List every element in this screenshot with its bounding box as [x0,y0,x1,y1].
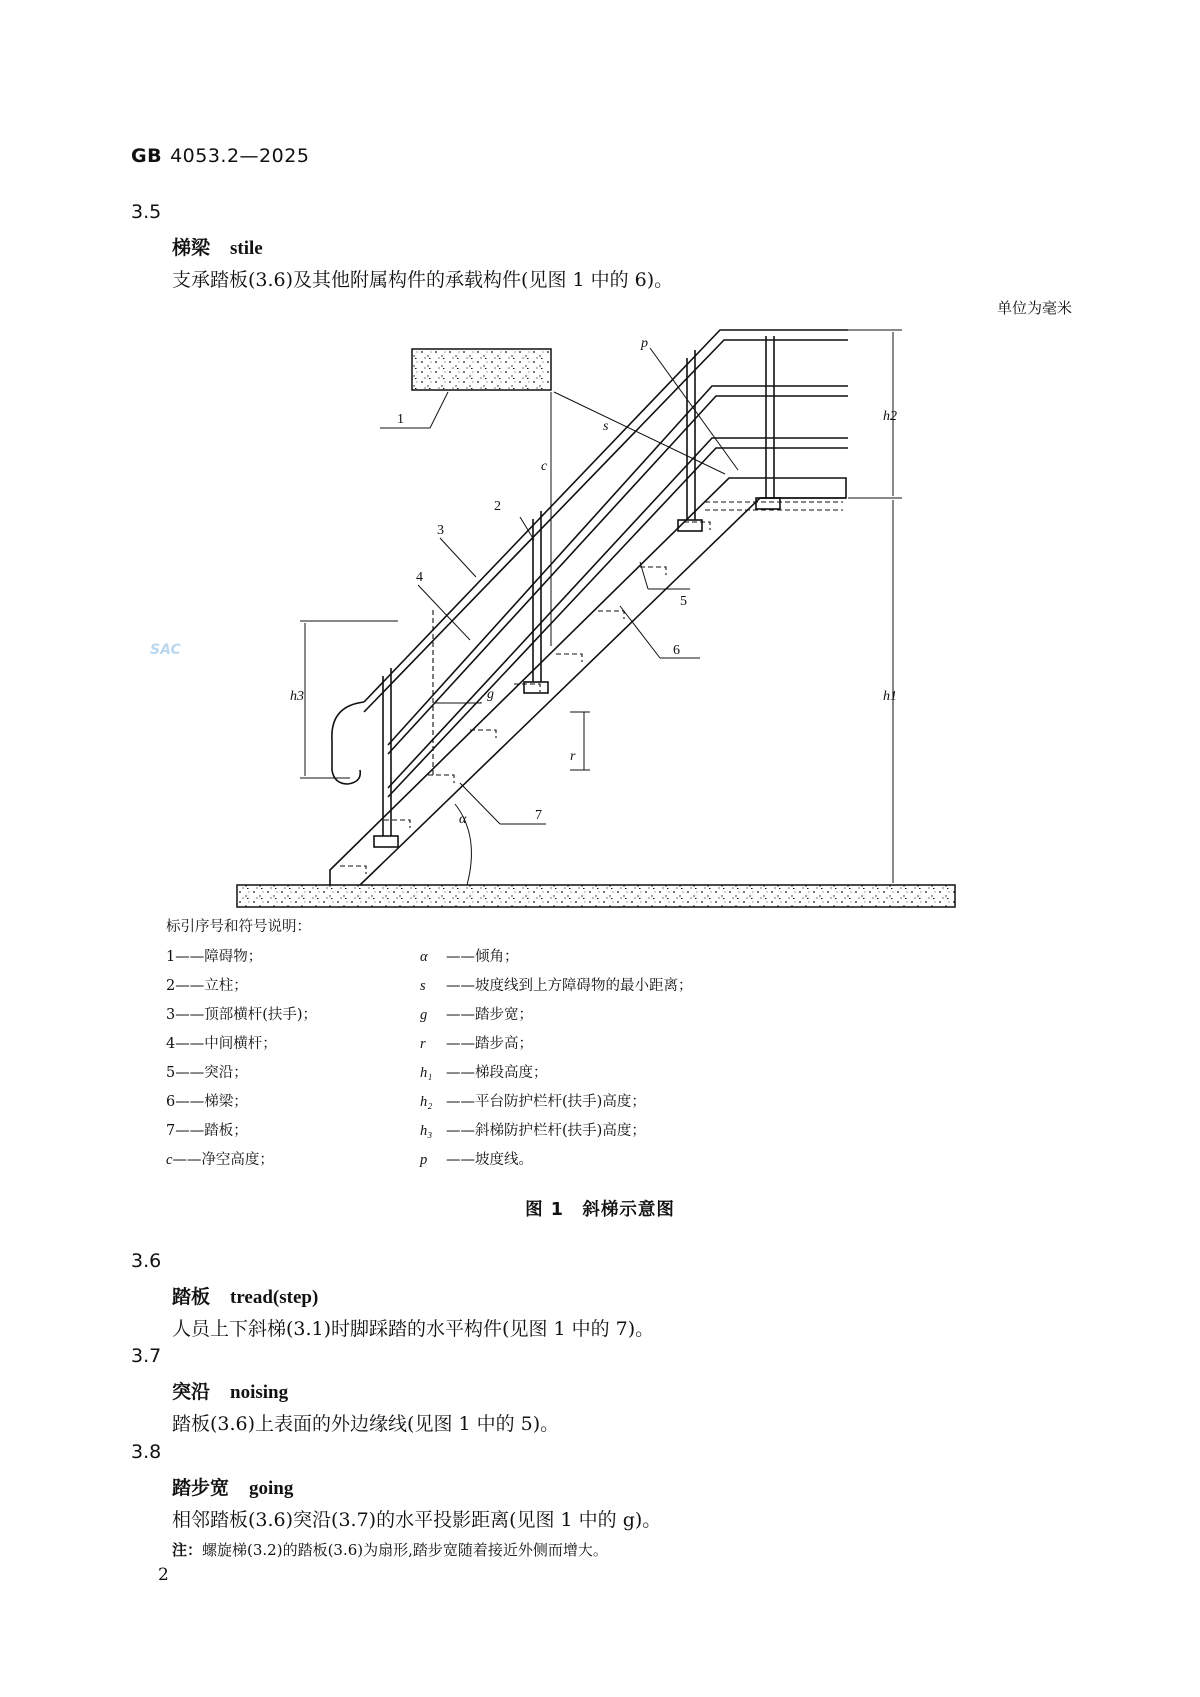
legend-text: ——踏板； [175,1123,248,1139]
legend-key: 4 [166,1036,176,1052]
legend-item [166,1119,248,1140]
legend-item [420,1032,533,1053]
legend-key: p [420,1152,428,1168]
legend-key: g [420,1007,428,1023]
legend-text: ——踏步宽； [446,1007,533,1023]
legend-text: ——障碍物； [175,949,263,965]
legend-text: ——净空高度； [172,1152,274,1168]
legend-key: 7 [166,1123,176,1139]
callout-1: 1 [397,412,404,427]
section-number: 3.6 [131,1250,162,1272]
legend-key: h₂ [420,1094,433,1110]
callout-4: 4 [416,570,423,585]
legend-item [166,1148,274,1169]
legend-key: s [420,978,426,994]
legend-item [420,1148,533,1169]
term-definition: 踏板(3.6)上表面的外边缘线(见图 1 中的 5)。 [172,1413,560,1435]
note [172,1539,608,1560]
floor-slab [237,885,955,907]
callout-3: 3 [437,523,444,538]
legend-key: α [420,949,428,965]
sac-watermark: SAC [150,642,181,658]
legend-key: 3 [166,1007,176,1023]
dim-label-h3: h3 [290,689,304,704]
legend-text: ——坡度线。 [446,1152,533,1168]
term-definition: 相邻踏板(3.6)突沿(3.7)的水平投影距离(见图 1 中的 g)。 [172,1509,662,1531]
legend-key: h₃ [420,1123,433,1139]
legend-key: r [420,1036,426,1052]
legend-item [166,1090,248,1111]
term-en: going [249,1478,294,1499]
legend-item [420,974,693,995]
term-definition: 支承踏板(3.6)及其他附属构件的承载构件(见图 1 中的 6)。 [172,269,674,291]
legend-text: ——斜梯防护栏杆(扶手)高度； [446,1123,646,1139]
figure-caption: 图 1 斜梯示意图 [525,1200,675,1220]
callout-7: 7 [535,808,542,823]
term-zh: 梯梁 [172,237,211,259]
term-heading [172,1473,293,1500]
dim-label-g: g [487,687,494,702]
term-en: tread(step) [230,1287,319,1308]
dim-label-r: r [570,749,576,764]
dim-label-h2: h2 [883,409,897,424]
legend-key: h₁ [420,1065,433,1081]
term-en: stile [230,238,263,259]
dim-label-alpha: α [459,812,467,827]
standard-prefix: GB [131,145,163,167]
legend-title: 标引序号和符号说明： [166,919,311,935]
section-number: 3.8 [131,1441,162,1463]
term-en: noising [230,1382,289,1403]
legend-item [166,1032,277,1053]
legend-item [420,1003,533,1024]
term-zh: 突沿 [172,1381,211,1403]
page-number: 2 [158,1565,169,1585]
legend-item [420,1061,548,1082]
legend-text: ——中间横杆； [175,1036,277,1052]
term-zh: 踏步宽 [172,1477,230,1499]
term-zh: 踏板 [172,1286,211,1308]
legend-item [166,945,262,966]
dim-label-h1: h1 [883,689,897,704]
obstacle-block [412,349,551,390]
legend-key: c [166,1152,173,1168]
legend-item [166,1003,317,1024]
legend-text: ——突沿； [175,1065,248,1081]
dim-label-p: p [641,336,648,351]
term-definition: 人员上下斜梯(3.1)时脚踩踏的水平构件(见图 1 中的 7)。 [172,1318,655,1340]
dim-label-s: s [603,419,609,434]
note-text: 螺旋梯(3.2)的踏板(3.6)为扇形,踏步宽随着接近外侧而增大。 [202,1541,608,1559]
legend-item [420,945,519,966]
legend-text: ——梯梁； [175,1094,248,1110]
legend-text: ——梯段高度； [446,1065,548,1081]
legend-key: 2 [166,978,176,994]
legend-key: 5 [166,1065,176,1081]
dim-label-c: c [541,459,548,474]
term-heading [172,1282,318,1309]
callout-6: 6 [673,643,680,658]
stile-outline [330,478,846,885]
term-heading [172,1377,288,1404]
legend-item [166,974,248,995]
legend-text: ——平台防护栏杆(扶手)高度； [446,1094,646,1110]
legend-key: 6 [166,1094,176,1110]
section-number: 3.5 [131,201,162,223]
legend-text: ——顶部横杆(扶手)； [175,1007,318,1023]
callout-5: 5 [680,594,687,609]
legend-text: ——坡度线到上方障碍物的最小距离； [446,978,693,994]
legend-key: 1 [166,949,176,965]
legend-text: ——踏步高； [446,1036,533,1052]
note-label: 注： [172,1541,203,1559]
legend-item [420,1090,646,1111]
callout-2: 2 [494,499,501,514]
legend-item [166,1061,248,1082]
legend-text: ——立柱； [175,978,248,994]
legend-item [420,1119,646,1140]
legend-text: ——倾角； [446,949,519,965]
unit-note: 单位为毫米 [996,299,1072,317]
standard-number: 4053.2—2025 [170,145,310,167]
section-number: 3.7 [131,1345,162,1367]
